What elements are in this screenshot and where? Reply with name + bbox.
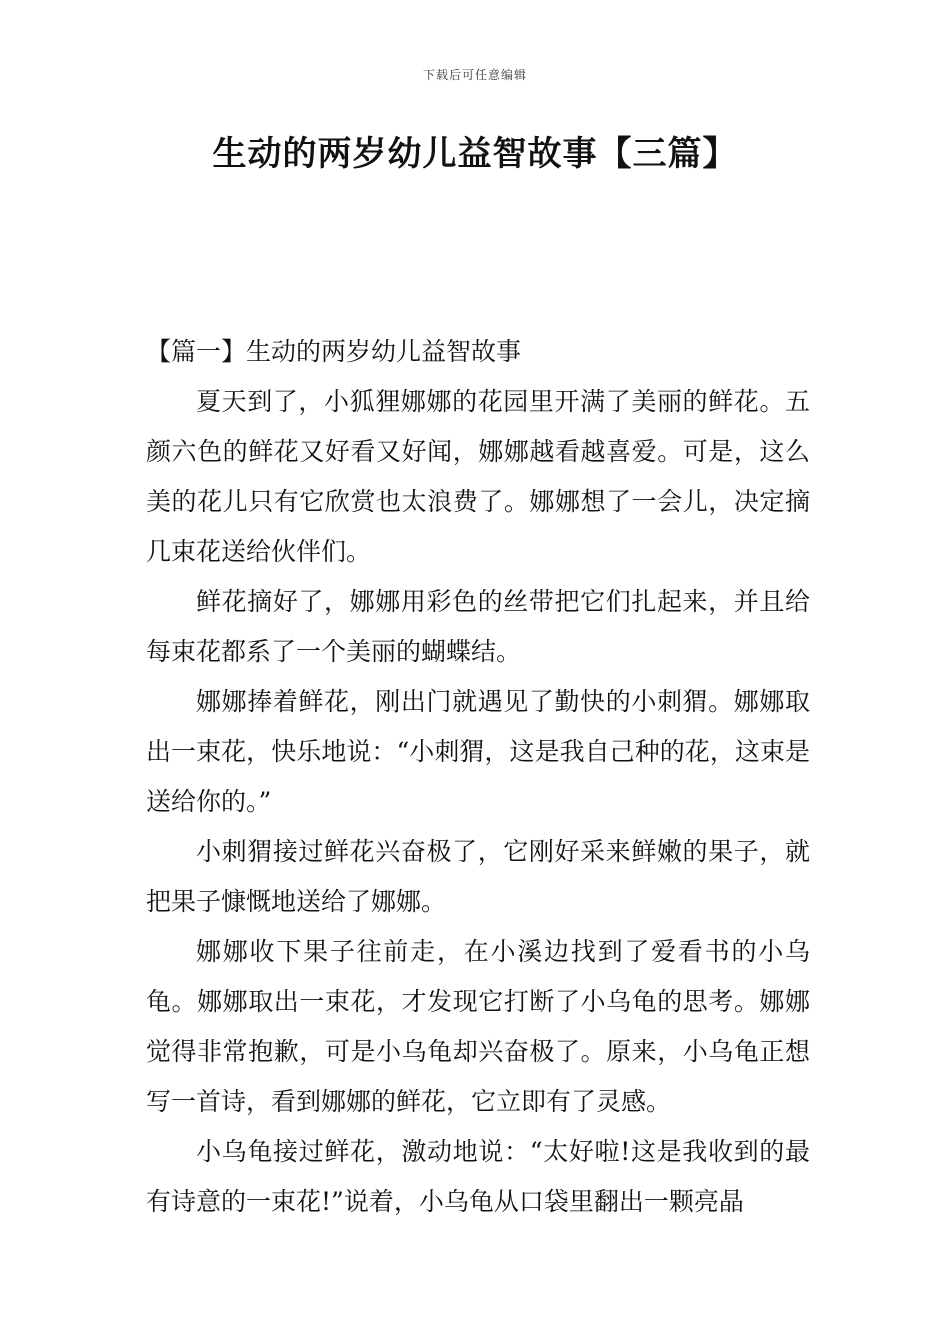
paragraph: 小刺猬接过鲜花兴奋极了，它刚好采来鲜嫩的果子，就把果子慷慨地送给了娜娜。: [146, 837, 810, 916]
section-heading: 【篇一】生动的两岁幼儿益智故事: [146, 337, 522, 366]
document-body: [146, 327, 810, 1227]
paragraph: 夏天到了，小狐狸娜娜的花园里开满了美丽的鲜花。五颜六色的鲜花又好看又好闻，娜娜越看越喜爱。可是，这么美的花儿只有它欣赏也太浪费了。娜娜想了一会儿，决定摘几束花送给伙伴们。: [146, 387, 810, 566]
paragraph: 小乌龟接过鲜花，激动地说：“太好啦!这是我收到的最有诗意的一束花!”说着，小乌龟从口袋里翻出一颗亮晶: [146, 1137, 810, 1216]
paragraph: 娜娜捧着鲜花，刚出门就遇见了勤快的小刺猬。娜娜取出一束花，快乐地说：“小刺猬，这是我自己种的花，这束是送给你的。”: [146, 687, 810, 816]
paragraph: 娜娜收下果子往前走，在小溪边找到了爱看书的小乌龟。娜娜取出一束花，才发现它打断了小乌龟的思考。娜娜觉得非常抱歉，可是小乌龟却兴奋极了。原来，小乌龟正想写一首诗，看到娜娜的鲜花，它立即有了灵感。: [146, 937, 810, 1116]
paragraph: 鲜花摘好了，娜娜用彩色的丝带把它们扎起来，并且给每束花都系了一个美丽的蝴蝶结。: [146, 587, 810, 666]
document-title: 生动的两岁幼儿益智故事【三篇】: [212, 134, 738, 174]
header-note: 下载后可任意编辑: [422, 68, 527, 82]
